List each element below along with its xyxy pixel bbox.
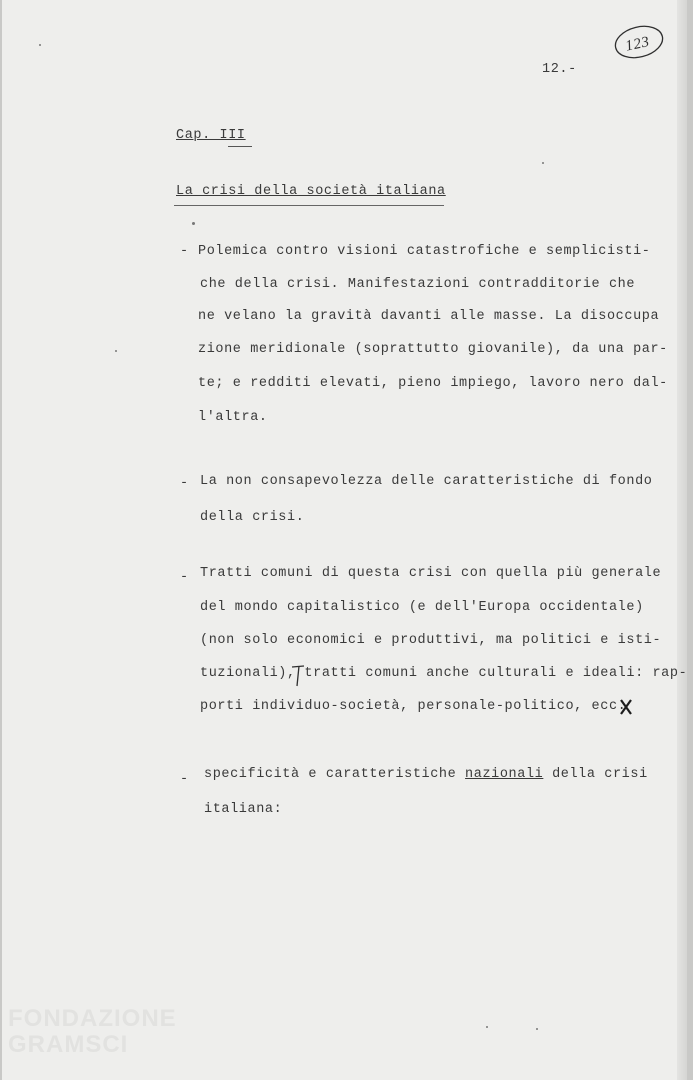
text-line: della crisi. bbox=[200, 510, 305, 525]
chapter-underline bbox=[228, 146, 252, 147]
text-line: Tratti comuni di questa crisi con quella più generale bbox=[200, 566, 662, 581]
underlined-word: nazionali bbox=[465, 767, 544, 782]
page-number: 12.- bbox=[542, 62, 577, 77]
text-line: La non consapevolezza delle caratteristiche di fondo bbox=[200, 474, 653, 489]
ink-dot bbox=[192, 222, 195, 225]
text-line bbox=[204, 767, 648, 782]
page-right-edge bbox=[677, 0, 687, 1080]
archive-number-stamp bbox=[613, 24, 665, 60]
title-underline bbox=[174, 205, 444, 206]
chapter-title: La crisi della società italiana bbox=[176, 184, 446, 199]
ink-dot bbox=[486, 1026, 488, 1028]
text-line: porti individuo-società, personale-politico, ecc. bbox=[200, 699, 627, 714]
text-line: ne velano la gravità davanti alle masse. La disoccupa bbox=[198, 309, 660, 324]
text-line: tuzionali), tratti comuni anche culturali e ideali: rap- bbox=[200, 666, 688, 681]
text-line: l'altra. bbox=[198, 410, 268, 425]
chapter-heading: Cap. III bbox=[176, 128, 246, 143]
text-segment: della crisi bbox=[552, 767, 648, 782]
ink-dot bbox=[39, 44, 41, 46]
handwritten-insertion-mark bbox=[290, 664, 306, 688]
text-line: (non solo economici e produttivi, ma politici e isti- bbox=[200, 633, 662, 648]
ink-dot bbox=[115, 350, 117, 352]
ink-dot bbox=[536, 1028, 538, 1030]
text-line: che della crisi. Manifestazioni contradditorie che bbox=[200, 277, 636, 292]
text-segment: specificità e caratteristiche bbox=[204, 767, 457, 782]
svg-text:123: 123 bbox=[624, 33, 652, 55]
watermark-line: FONDAZIONE bbox=[8, 1005, 177, 1032]
text-line: zione meridionale (soprattutto giovanile), da una par- bbox=[198, 342, 668, 357]
bullet-dash: - bbox=[180, 772, 189, 787]
text-line: italiana: bbox=[204, 802, 283, 817]
text-line: te; e redditi elevati, pieno impiego, lavoro nero dal- bbox=[198, 376, 668, 391]
text-line: Polemica contro visioni catastrofiche e semplicisti- bbox=[198, 244, 651, 259]
document-page bbox=[2, 0, 687, 1080]
bullet-dash: - bbox=[180, 476, 189, 491]
handwritten-x-mark bbox=[618, 698, 634, 716]
ink-dot bbox=[542, 162, 544, 164]
archive-watermark bbox=[8, 1006, 177, 1058]
bullet-dash: - bbox=[180, 244, 189, 259]
watermark-line: GRAMSCI bbox=[8, 1031, 129, 1058]
bullet-dash: - bbox=[180, 570, 189, 585]
text-line: del mondo capitalistico (e dell'Europa occidentale) bbox=[200, 600, 644, 615]
